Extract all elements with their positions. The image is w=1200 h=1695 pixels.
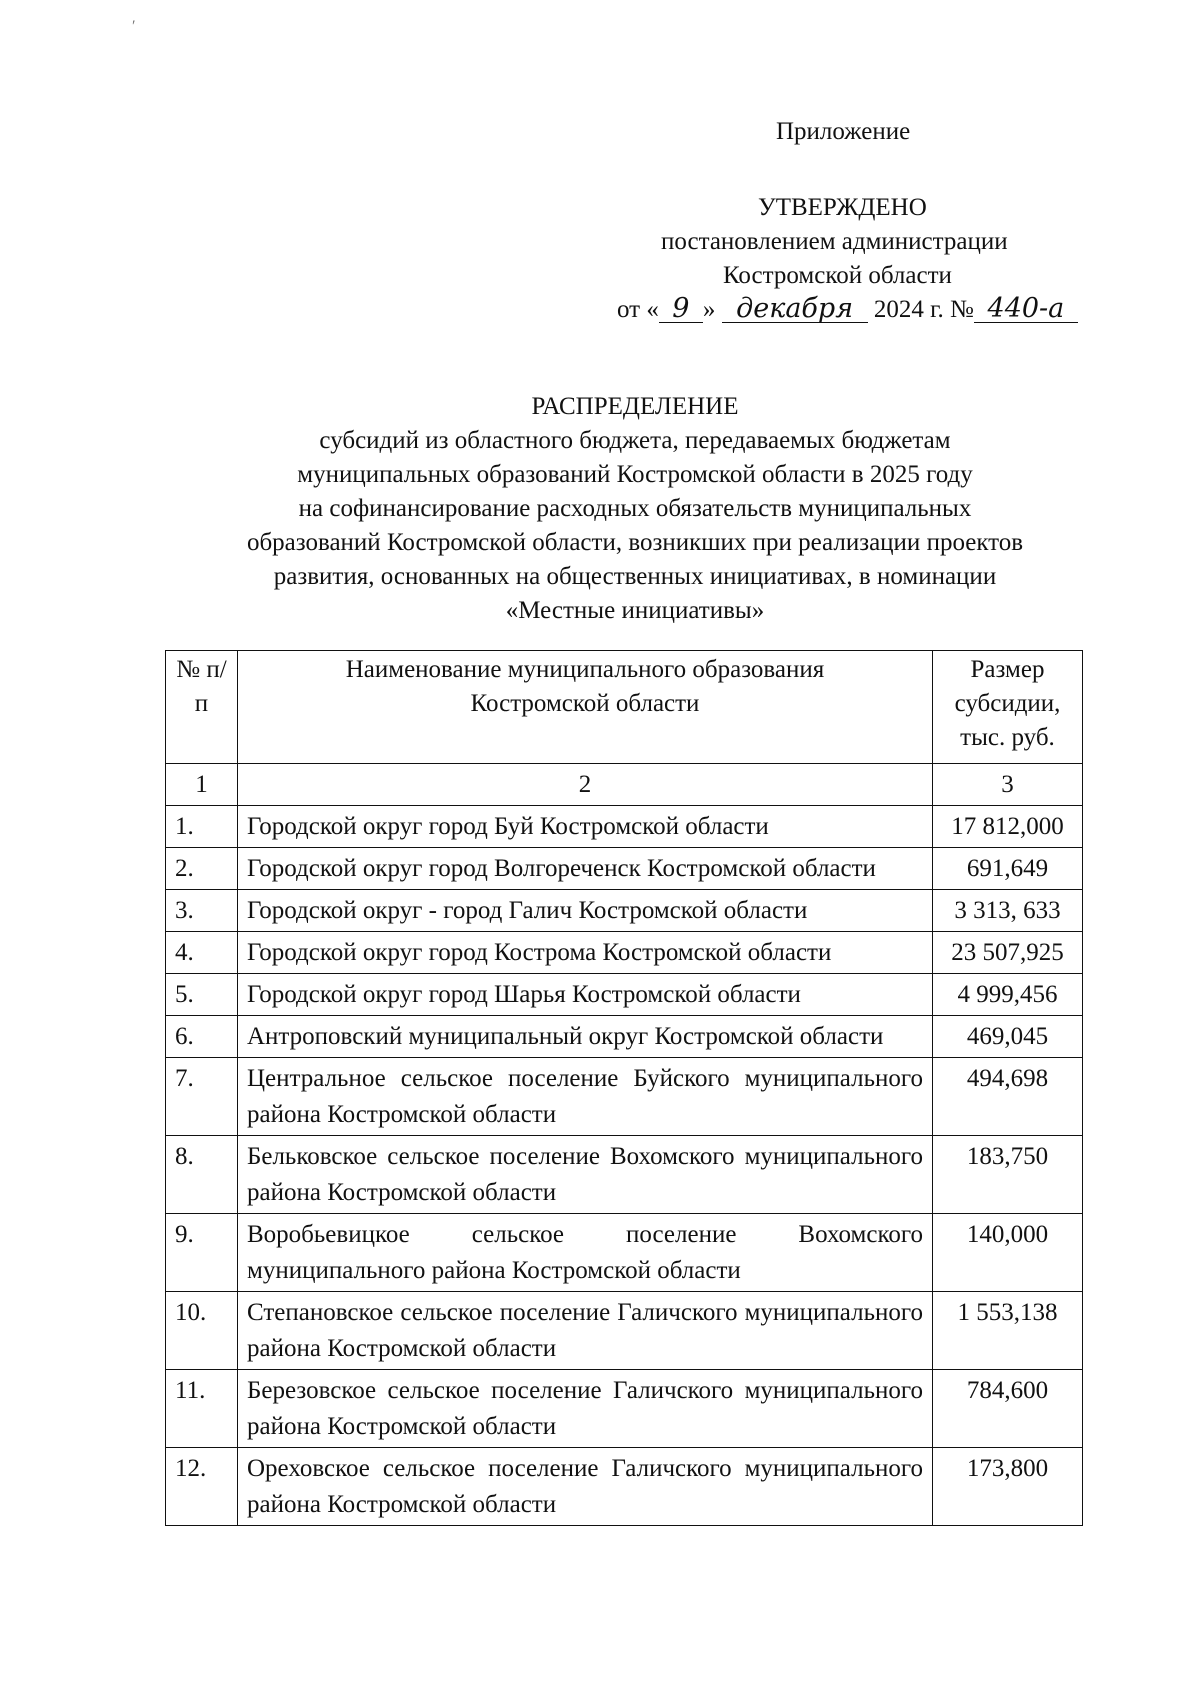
title-line: образований Костромской области, возникших при реализации проектов — [246, 529, 1024, 556]
title-line: развития, основанных на общественных инициативах, в номинации — [273, 563, 997, 590]
table-row — [166, 1058, 1083, 1136]
row-amount: 784,600 — [933, 1370, 1083, 1448]
scan-mark: ′ — [132, 18, 136, 35]
title-line: «Местные инициативы» — [505, 597, 765, 624]
column-numbers-row — [166, 764, 1083, 806]
row-amount: 4 999,456 — [933, 974, 1083, 1016]
table-row — [166, 806, 1083, 848]
row-number: 8. — [166, 1136, 238, 1214]
title-line: субсидий из областного бюджета, передаваемых бюджетам — [319, 427, 951, 454]
decree-number: 440-а — [974, 296, 1078, 323]
row-number: 6. — [166, 1016, 238, 1058]
row-amount: 23 507,925 — [933, 932, 1083, 974]
row-name: Бельковское сельское поселение Вохомского муниципального района Костромской области — [238, 1136, 933, 1214]
date-from-label: от « — [617, 296, 659, 323]
col-number-1: 1 — [166, 764, 238, 806]
date-quote-close: » — [702, 296, 716, 323]
table-header-row — [166, 651, 1083, 764]
document-title — [120, 390, 1150, 628]
table-row — [166, 1136, 1083, 1214]
row-name: Городской округ город Волгореченск Костромской области — [238, 848, 933, 890]
row-name: Степановское сельское поселение Галичского муниципального района Костромской области — [238, 1292, 933, 1370]
table-row — [166, 974, 1083, 1016]
col-number-2: 2 — [238, 764, 933, 806]
row-number: 1. — [166, 806, 238, 848]
date-month: декабря — [722, 296, 868, 323]
row-name: Антроповский муниципальный округ Костромской области — [238, 1016, 933, 1058]
row-name: Городской округ - город Галич Костромской области — [238, 890, 933, 932]
approved-label: УТВЕРЖДЕНО — [758, 194, 927, 221]
table-row — [166, 1370, 1083, 1448]
row-amount: 1 553,138 — [933, 1292, 1083, 1370]
header-number: № п/п — [166, 651, 238, 764]
header-amount: Размер субсидии, тыс. руб. — [933, 651, 1083, 764]
subsidy-table — [165, 650, 1083, 1526]
title-line: на софинансирование расходных обязательств муниципальных — [298, 495, 972, 522]
table-row — [166, 1016, 1083, 1058]
table-row — [166, 1448, 1083, 1526]
approval-date-line — [617, 293, 1078, 324]
row-amount: 494,698 — [933, 1058, 1083, 1136]
row-number: 7. — [166, 1058, 238, 1136]
row-name: Воробьевицкое сельское поселение Вохомского муниципального района Костромской области — [238, 1214, 933, 1292]
row-name: Ореховское сельское поселение Галичского муниципального района Костромской области — [238, 1448, 933, 1526]
row-number: 9. — [166, 1214, 238, 1292]
row-number: 10. — [166, 1292, 238, 1370]
row-number: 4. — [166, 932, 238, 974]
appendix-label: Приложение — [776, 118, 911, 145]
row-number: 3. — [166, 890, 238, 932]
row-amount: 183,750 — [933, 1136, 1083, 1214]
row-number: 5. — [166, 974, 238, 1016]
title-heading: РАСПРЕДЕЛЕНИЕ — [531, 393, 739, 420]
row-name: Городской округ город Шарья Костромской области — [238, 974, 933, 1016]
row-amount: 17 812,000 — [933, 806, 1083, 848]
table-row — [166, 890, 1083, 932]
row-number: 12. — [166, 1448, 238, 1526]
row-name: Городской округ город Буй Костромской области — [238, 806, 933, 848]
table-row — [166, 1214, 1083, 1292]
col-number-3: 3 — [933, 764, 1083, 806]
approval-line-1: постановлением администрации — [661, 228, 1008, 255]
row-amount: 469,045 — [933, 1016, 1083, 1058]
table-row — [166, 932, 1083, 974]
date-year: 2024 г. № — [873, 296, 974, 323]
row-name: Городской округ город Кострома Костромской области — [238, 932, 933, 974]
table-row — [166, 848, 1083, 890]
approval-line-2: Костромской области — [723, 262, 952, 289]
title-line: муниципальных образований Костромской области в 2025 году — [297, 461, 973, 488]
row-amount: 3 313, 633 — [933, 890, 1083, 932]
date-day: 9 — [659, 296, 703, 323]
row-name: Березовское сельское поселение Галичского муниципального района Костромской области — [238, 1370, 933, 1448]
row-name: Центральное сельское поселение Буйского муниципального района Костромской области — [238, 1058, 933, 1136]
table-row — [166, 1292, 1083, 1370]
row-amount: 140,000 — [933, 1214, 1083, 1292]
row-amount: 691,649 — [933, 848, 1083, 890]
header-name: Наименование муниципального образования Костромской области — [238, 651, 933, 764]
row-number: 2. — [166, 848, 238, 890]
row-number: 11. — [166, 1370, 238, 1448]
row-amount: 173,800 — [933, 1448, 1083, 1526]
